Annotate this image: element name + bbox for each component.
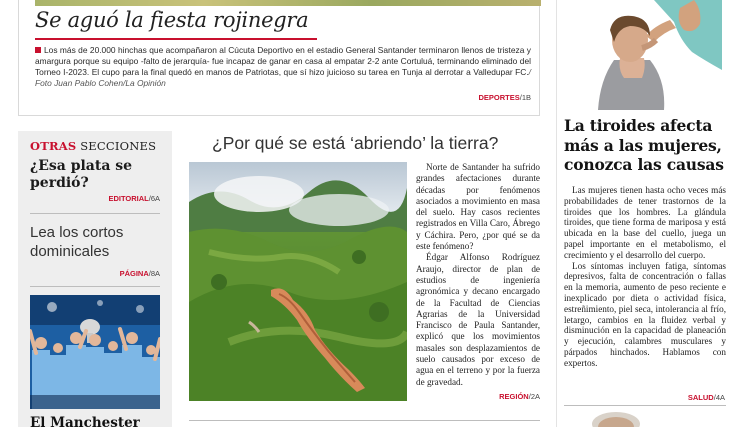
right-story-body: [564, 185, 726, 369]
section-page: /1B: [519, 93, 531, 102]
pagina-section-ref[interactable]: PÁGINA/8A: [119, 269, 160, 278]
other-section-title-editorial[interactable]: ¿Esa plata se perdió?: [30, 158, 133, 191]
neck-exam-photo[interactable]: [584, 0, 722, 110]
top-story-section-ref[interactable]: [478, 93, 531, 102]
bullet-square-icon: [35, 47, 41, 53]
right-divider: [564, 405, 726, 406]
column-divider: [556, 0, 557, 427]
section-divider: [30, 213, 160, 214]
landslide-aerial-photo[interactable]: [189, 162, 407, 401]
next-story-photo: [586, 408, 646, 427]
manchester-celebration-photo[interactable]: [30, 295, 160, 409]
other-sections-panel: [18, 131, 172, 427]
right-story-section-ref[interactable]: SALUD/4A: [687, 393, 725, 402]
top-story-body: [35, 45, 531, 89]
top-story[interactable]: [18, 0, 540, 116]
other-section-title-pagina[interactable]: Lea los cortos dominicales: [30, 224, 124, 260]
center-divider: [189, 420, 540, 421]
top-story-headline[interactable]: Se aguó la fiesta rojinegra: [35, 8, 309, 32]
top-story-photo: [35, 0, 541, 6]
center-story-title[interactable]: ¿Por qué se está ‘abriendo’ la tierra?: [212, 133, 499, 153]
center-story-body: [416, 162, 540, 388]
other-sections-heading: OTRAS SECCIONES: [30, 139, 157, 153]
section-divider: [30, 286, 160, 287]
top-story-text: Los más de 20.000 hinchas que acompañaron al Cúcuta Deportivo en el estadio General Santander terminaron llenos de tristeza y amargura porque su equipo -falto de jerarquía- fue incapaz de ganar en casa al empatar 2-2 ante Cortuluá, terminando eliminado del Torneo I-2023. El cupo para la final quedó en manos de Patriotas, que sí hizo juicioso su tarea en Tunja al derrotar a Valledupar FC.: [35, 45, 531, 77]
center-story-paragraph: Édgar Alfonso Rodríguez Araujo, director de plan de estudios de ingeniería agronómica y decano encargado de la Facultad de Ciencias Agrarias de la Universidad Francisco de Paula Santander, explicó que los movimientos masales son desplazamientos de suelo causados por exceso de agua en el terreno y por la fuerza de gravedad.: [416, 252, 540, 387]
right-story-title[interactable]: La tiroides afecta más a las mujeres, conozca las causas: [564, 116, 724, 174]
right-story-paragraph: Los síntomas incluyen fatiga, síntomas depresivos, falta de concentración o fallas en la memoria, aumento de peso reciente e inexplicado por dieta o actividad física, estreñimiento, piel seca, intolerancia al frío, letargo, cambios en la fluidez verbal y disminución en la capacidad de planeación y ejecución, calambres musculares y párpados hinchados. Hablamos con expertos.: [564, 260, 726, 368]
section-name: DEPORTES: [478, 93, 520, 102]
photo-credit: / Foto Juan Pablo Cohen/La Opinión: [35, 67, 531, 88]
headline-underline: [35, 38, 317, 40]
center-story-paragraph: Norte de Santander ha sufrido grandes afectaciones durante décadas por fenómenos asociados a movimiento en masa del suelo. Hay casos recientes registrados en Villa Caro, Ábrego y Cáchira. Pero, ¿por qué se da este fenómeno?: [416, 162, 540, 252]
right-story-paragraph: Las mujeres tienen hasta ocho veces más probabilidades de tener trastornos de la tiroides que los hombres. La glándula tiroides, que tiene forma de mariposa y está ubicada en la base del cuello, juega un papel importante en el metabolismo, el crecimiento y el desarrollo del cuerpo.: [564, 185, 726, 260]
other-section-title-manchester[interactable]: El Manchester: [30, 415, 140, 427]
center-story-section-ref[interactable]: REGIÓN/2A: [499, 392, 540, 401]
editorial-section-ref[interactable]: EDITORIAL/6A: [108, 194, 160, 203]
